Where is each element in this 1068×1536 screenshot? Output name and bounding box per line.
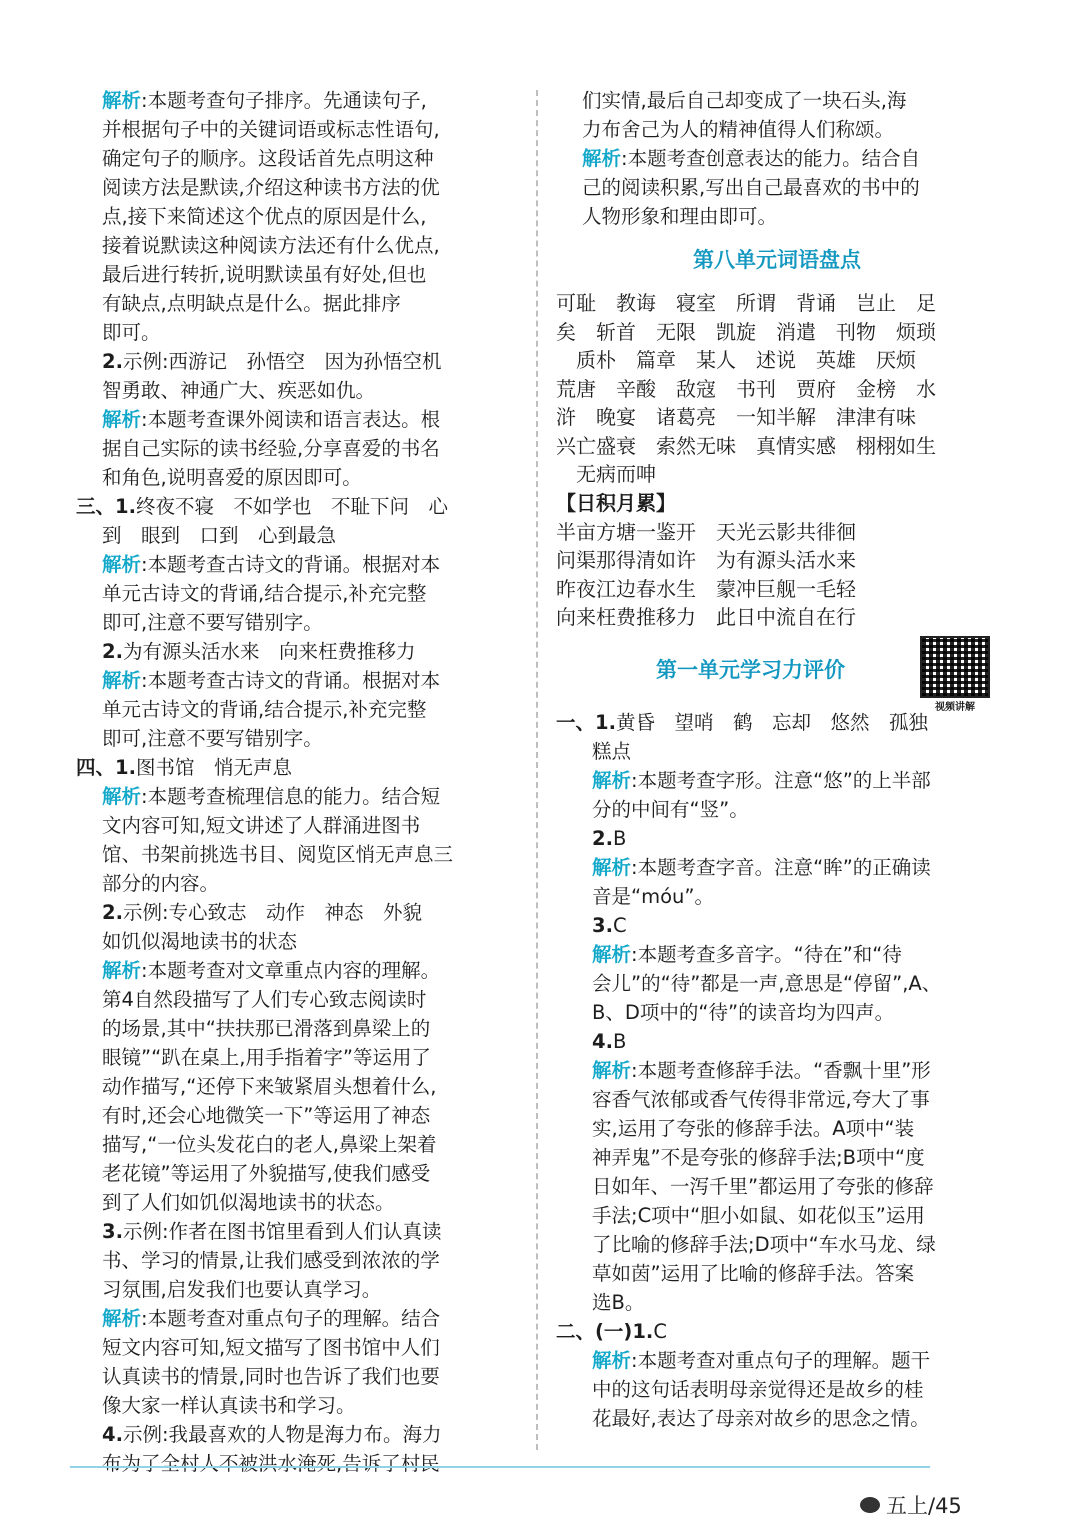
vocab-list <box>556 289 998 489</box>
line-text: 示例:我最喜欢的人物是海力布。海力 <box>122 1423 442 1446</box>
riji-line: 半亩方塘一鉴开 天光云影共徘徊 <box>556 519 856 544</box>
analysis-tag: 解析 <box>592 768 632 792</box>
text-line <box>76 231 516 260</box>
line-text: 文内容可知,短文讲述了人群涌进图书 <box>102 814 421 837</box>
text-line <box>556 766 998 795</box>
book-icon <box>860 1497 880 1513</box>
riji-list <box>556 518 998 632</box>
line-text: C <box>612 913 627 937</box>
line-text: :本题考查字形。注意“悠”的上半部 <box>631 768 931 792</box>
text-line <box>556 882 998 911</box>
line-text: 分的中间有“竖”。 <box>592 797 749 821</box>
text-line <box>556 737 998 766</box>
analysis-tag: 解析 <box>592 942 632 966</box>
text-line <box>556 1085 998 1114</box>
column-divider <box>536 90 538 1450</box>
text-line <box>556 940 998 969</box>
text-line <box>556 86 998 115</box>
text-line <box>76 173 516 202</box>
page-number-text: 五上/45 <box>886 1494 962 1518</box>
line-text: :本题考查修辞手法。“香飘十里”形 <box>631 1058 931 1082</box>
line-text: 实,运用了夸张的修辞手法。A项中“装 <box>592 1116 915 1140</box>
line-text: 手法;C项中“胆小如鼠、如花似玉”运用 <box>592 1203 925 1227</box>
text-line <box>76 898 516 927</box>
vocab-line: 质朴 篇章 某人 述说 英雄 厌烦 <box>556 348 916 372</box>
question-number: 一、1. <box>556 710 616 734</box>
line-text: 有时,还会心地微笑一下”等运用了神态 <box>102 1104 431 1127</box>
text-line <box>76 115 516 144</box>
text-line <box>76 1275 516 1304</box>
analysis-tag: 解析 <box>582 147 622 170</box>
line-text: :本题考查字音。注意“眸”的正确读 <box>631 855 931 879</box>
riji-line: 向来枉费推移力 此日中流自在行 <box>556 605 856 629</box>
text-line <box>76 1159 516 1188</box>
question-number: 2. <box>592 826 613 850</box>
line-text: 眼镜”“趴在桌上,用手指着字”等运用了 <box>102 1046 432 1069</box>
analysis-tag: 解析 <box>102 408 142 431</box>
analysis-tag: 解析 <box>102 89 142 112</box>
vocab-line: 浒 晚宴 诸葛亮 一知半解 津津有味 <box>556 405 916 429</box>
line-text: :本题考查古诗文的背诵。根据对本 <box>141 669 441 692</box>
text-line <box>556 1201 998 1230</box>
line-text: 馆、书架前挑选书目、阅览区悄无声息三 <box>102 843 454 866</box>
line-text: 布为了全村人不被洪水淹死,告诉了村民 <box>102 1452 440 1475</box>
line-text: 部分的内容。 <box>102 872 220 895</box>
text-line <box>76 1246 516 1275</box>
line-text: 到 眼到 口到 心到最急 <box>102 524 337 547</box>
line-text: 己的阅读积累,写出自己最喜欢的书中的 <box>582 176 920 199</box>
line-text: 的场景,其中“扶扶那已滑落到鼻梁上的 <box>102 1017 431 1040</box>
text-line <box>556 1317 998 1346</box>
line-text: 第4自然段描写了人们专心致志阅读时 <box>102 988 427 1011</box>
text-line <box>76 1043 516 1072</box>
line-text: 有缺点,点明缺点是什么。据此排序 <box>102 292 401 315</box>
line-text: 单元古诗文的背诵,结合提示,补充完整 <box>102 582 427 605</box>
line-text: 选B。 <box>592 1290 645 1314</box>
line-text: B、D项中的“待”的读音均为四声。 <box>592 1000 895 1024</box>
unit1-header <box>556 632 998 713</box>
text-line <box>76 376 516 405</box>
text-line <box>76 782 516 811</box>
text-line <box>76 579 516 608</box>
line-text: 了比喻的修辞手法;D项中“车水马龙、绿 <box>592 1232 936 1256</box>
line-text: 据自己实际的读书经验,分享喜爱的书名 <box>102 437 440 460</box>
line-text: 图书馆 悄无声息 <box>135 756 292 779</box>
text-line <box>76 405 516 434</box>
line-text: 人物形象和理由即可。 <box>582 205 778 228</box>
line-text: B <box>612 1029 627 1053</box>
qr-code-icon[interactable] <box>920 636 990 698</box>
line-text: :本题考查对重点句子的理解。结合 <box>141 1307 441 1330</box>
text-line <box>76 1362 516 1391</box>
text-line <box>556 1259 998 1288</box>
analysis-tag: 解析 <box>592 1348 632 1372</box>
line-text: 和角色,说明喜爱的原因即可。 <box>102 466 362 489</box>
line-text: 容香气浓郁或香气传得非常远,夸大了事 <box>592 1087 930 1111</box>
analysis-tag: 解析 <box>102 785 142 808</box>
text-line <box>76 463 516 492</box>
analysis-tag: 解析 <box>102 1307 142 1330</box>
line-text: 神弄鬼”不是夸张的修辞手法;B项中“度 <box>592 1145 925 1169</box>
question-number: 2. <box>102 640 123 663</box>
line-text: 示例:专心致志 动作 神态 外貌 <box>122 901 423 924</box>
text-line <box>76 1420 516 1449</box>
text-line <box>556 115 998 144</box>
text-line <box>76 1072 516 1101</box>
text-line <box>76 724 516 753</box>
text-line <box>556 1404 998 1433</box>
line-text: 力布舍己为人的精神值得人们称颂。 <box>582 118 895 141</box>
line-text: :本题考查对文章重点内容的理解。 <box>141 959 441 982</box>
question-number: 四、1. <box>76 756 136 779</box>
text-line <box>76 144 516 173</box>
text-line <box>556 1056 998 1085</box>
line-text: 单元古诗文的背诵,结合提示,补充完整 <box>102 698 427 721</box>
line-text: 习氛围,启发我们也要认真学习。 <box>102 1278 382 1301</box>
text-line <box>76 492 516 521</box>
line-text: 黄昏 望哨 鹤 忘却 悠然 孤独 <box>615 710 928 734</box>
text-line <box>556 202 998 231</box>
text-line <box>76 289 516 318</box>
vocab-line: 可耻 教诲 寝室 所谓 背诵 岂止 足 <box>556 291 936 315</box>
text-line <box>76 86 516 115</box>
question-number: 3. <box>102 1220 123 1243</box>
vocab-line: 荒唐 辛酸 敌寇 书刊 贾府 金榜 水 <box>556 376 936 401</box>
text-line <box>76 260 516 289</box>
line-text: 动作描写,“还停下来皱紧眉头想着什么, <box>102 1075 437 1098</box>
line-text: 日如年、一泻千里”都运用了夸张的修辞 <box>592 1174 934 1198</box>
vocab-line: 无病而呻 <box>556 462 656 486</box>
line-text: 智勇敢、神通广大、疾恶如仇。 <box>102 379 376 402</box>
text-line <box>76 869 516 898</box>
riji-line: 昨夜江边春水生 蒙冲巨舰一毛轻 <box>556 576 856 601</box>
line-text: 中的这句话表明母亲觉得还是故乡的桂 <box>592 1377 924 1401</box>
line-text: 音是“móu”。 <box>592 884 714 908</box>
text-line <box>76 550 516 579</box>
text-line <box>556 1346 998 1375</box>
right-top-text <box>556 86 998 231</box>
text-line <box>556 969 998 998</box>
line-text: 短文内容可知,短文描写了图书馆中人们 <box>102 1336 440 1359</box>
question-number: 三、1. <box>76 495 136 518</box>
line-text: 点,接下来简述这个优点的原因是什么, <box>102 205 427 228</box>
line-text: 到了人们如饥似渴地读书的状态。 <box>102 1191 395 1214</box>
line-text: 并根据句子中的关键词语或标志性语句, <box>102 118 440 141</box>
analysis-tag: 解析 <box>102 669 142 692</box>
text-line <box>76 1304 516 1333</box>
text-line <box>76 1130 516 1159</box>
line-text: :本题考查对重点句子的理解。题干 <box>631 1348 931 1372</box>
riji-line: 问渠那得清如许 为有源头活水来 <box>556 548 856 572</box>
text-line <box>556 1230 998 1259</box>
section-title-unit8: 第八单元词语盘点 <box>693 248 861 272</box>
text-line <box>556 1375 998 1404</box>
text-line <box>76 608 516 637</box>
line-text: :本题考查梳理信息的能力。结合短 <box>141 785 441 808</box>
text-line <box>76 811 516 840</box>
question-number: 2. <box>102 350 123 373</box>
text-line <box>556 1027 998 1056</box>
line-text: 即可。 <box>102 321 161 344</box>
text-line <box>76 1449 516 1478</box>
line-text: :本题考查句子排序。先通读句子, <box>141 89 427 112</box>
line-text: 最后进行转折,说明默读虽有好处,但也 <box>102 263 427 286</box>
right-column <box>556 86 998 1433</box>
line-text: 草如茵”运用了比喻的修辞手法。答案 <box>592 1261 915 1285</box>
line-text: 糕点 <box>592 739 632 763</box>
line-text: :本题考查古诗文的背诵。根据对本 <box>141 553 441 576</box>
question-number: 3. <box>592 913 613 937</box>
right-bottom-text <box>556 708 998 1433</box>
line-text: 确定句子的顺序。这段话首先点明这种 <box>102 147 434 170</box>
page-number <box>860 1490 962 1520</box>
text-line <box>76 956 516 985</box>
text-line <box>76 1188 516 1217</box>
line-text: 描写,“一位头发花白的老人,鼻梁上架着 <box>102 1133 437 1156</box>
text-line <box>556 1288 998 1317</box>
text-line <box>76 666 516 695</box>
text-line <box>556 1143 998 1172</box>
analysis-tag: 解析 <box>592 855 632 879</box>
unit1-title: 第一单元学习力评价 <box>656 657 845 682</box>
text-line <box>556 795 998 824</box>
line-text: 认真读书的情景,同时也告诉了我们也要 <box>102 1365 440 1388</box>
text-line <box>76 1391 516 1420</box>
text-line <box>76 840 516 869</box>
text-line <box>76 1014 516 1043</box>
text-line <box>76 753 516 782</box>
line-text: :本题考查课外阅读和语言表达。根 <box>141 408 441 431</box>
line-text: 终夜不寝 不如学也 不耻下问 心 <box>135 495 448 518</box>
line-text: 阅读方法是默读,介绍这种读书方法的优 <box>102 176 440 199</box>
line-text: 为有源头活水来 向来枉费推移力 <box>122 640 416 663</box>
analysis-tag: 解析 <box>102 553 142 576</box>
line-text: C <box>653 1319 667 1343</box>
line-text: 老花镜”等运用了外貌描写,使我们感受 <box>102 1162 431 1185</box>
analysis-tag: 解析 <box>102 959 142 982</box>
line-text: 示例:作者在图书馆里看到人们认真读 <box>122 1220 442 1243</box>
text-line <box>76 1333 516 1362</box>
text-line <box>76 1101 516 1130</box>
line-text: 像大家一样认真读书和学习。 <box>102 1394 356 1417</box>
text-line <box>76 637 516 666</box>
line-text: 如饥似渴地读书的状态 <box>102 930 298 953</box>
analysis-tag: 解析 <box>592 1058 632 1082</box>
line-text: :本题考查多音字。“待在”和“待 <box>631 942 902 966</box>
text-line <box>556 824 998 853</box>
question-number: 4. <box>102 1423 123 1446</box>
text-line <box>76 695 516 724</box>
text-line <box>556 853 998 882</box>
line-text: 即可,注意不要写错别字。 <box>102 727 323 750</box>
vocab-line: 矣 斩首 无限 凯旋 消遣 刊物 烦琐 <box>556 319 936 344</box>
text-line <box>76 434 516 463</box>
text-line <box>556 1114 998 1143</box>
footer-rule <box>70 1466 930 1468</box>
text-line <box>556 144 998 173</box>
line-text: 示例:西游记 孙悟空 因为孙悟空机 <box>122 350 442 373</box>
line-text: 会儿”的“待”都是一声,意思是“停留”,A、 <box>592 971 942 995</box>
qr-label: 视频讲解 <box>935 701 975 713</box>
question-number: 4. <box>592 1029 613 1053</box>
line-text: 接着说默读这种阅读方法还有什么优点, <box>102 234 440 257</box>
line-text: 即可,注意不要写错别字。 <box>102 611 323 634</box>
question-number: 二、(一)1. <box>556 1319 654 1343</box>
line-text: :本题考查创意表达的能力。结合自 <box>621 147 921 170</box>
line-text: 花最好,表达了母亲对故乡的思念之情。 <box>592 1406 930 1430</box>
text-line <box>76 927 516 956</box>
text-line <box>76 1217 516 1246</box>
text-line <box>556 998 998 1027</box>
vocab-line: 兴亡盛衰 索然无味 真情实感 栩栩如生 <box>556 433 936 458</box>
line-text: 书、学习的情景,让我们感受到浓浓的学 <box>102 1249 440 1272</box>
line-text: 们实情,最后自己却变成了一块石头,海 <box>582 89 907 112</box>
text-line <box>76 318 516 347</box>
text-line <box>76 347 516 376</box>
text-line <box>556 1172 998 1201</box>
text-line <box>76 985 516 1014</box>
riji-label: 【日积月累】 <box>556 490 676 515</box>
question-number: 2. <box>102 901 123 924</box>
text-line <box>76 521 516 550</box>
text-line <box>76 202 516 231</box>
left-column <box>76 86 516 1478</box>
text-line <box>556 173 998 202</box>
text-line <box>556 911 998 940</box>
line-text: B <box>612 826 627 850</box>
